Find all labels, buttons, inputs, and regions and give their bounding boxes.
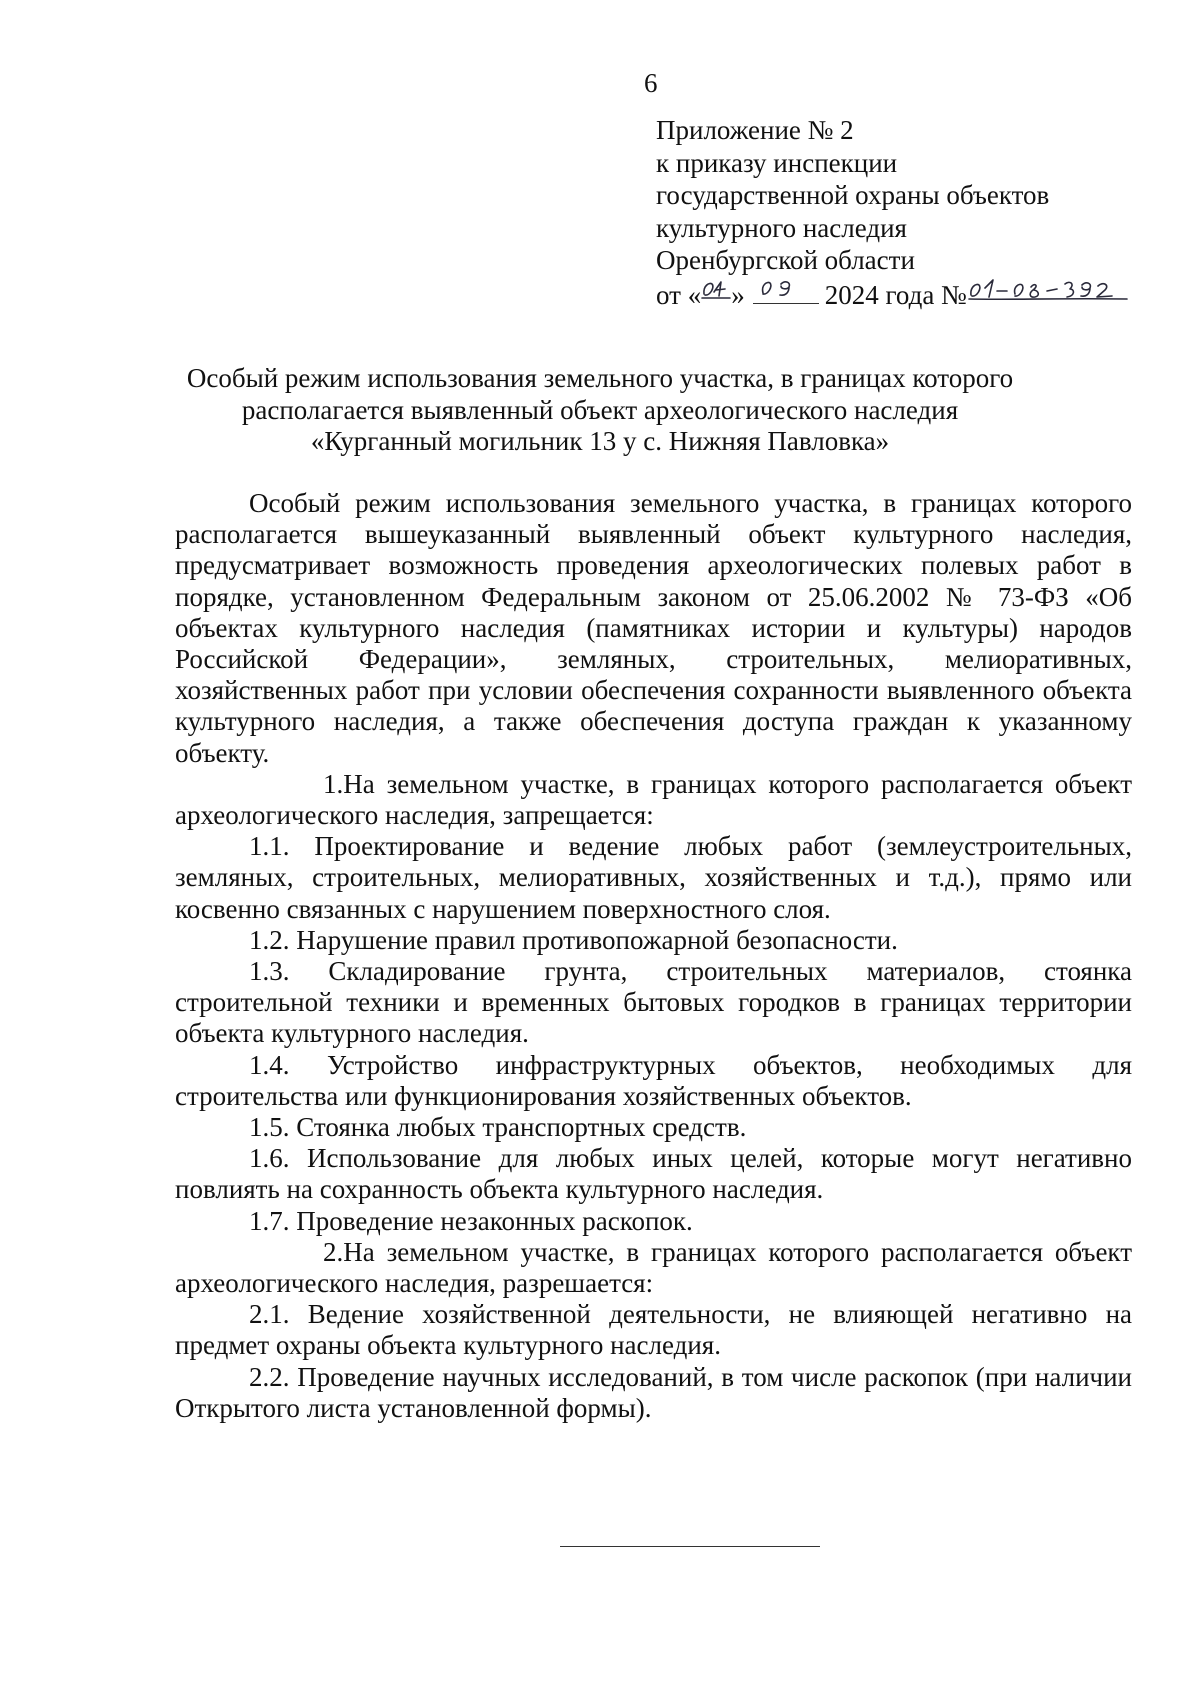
item-2-number: 2. [323, 1236, 344, 1267]
item-1-4: 1.4. Устройство инфраструктурных объектов, необходимых для строительства или функционирования хозяйственных объектов. [175, 1049, 1132, 1111]
item-1 [175, 769, 1132, 831]
handwritten-month [753, 277, 819, 304]
handwritten-order-number [967, 278, 1131, 304]
document-title [150, 363, 1050, 458]
item-1-5: 1.5. Стоянка любых транспортных средств. [249, 1112, 747, 1143]
item-1-text: На земельном участке, в границах которого располагается объект археологического наследия, запрещается: [175, 768, 1132, 831]
title-line: располагается выявленный объект археологического наследия [241, 394, 959, 425]
item-1-2: 1.2. Нарушение правил противопожарной безопасности. [249, 924, 898, 955]
appendix-line: культурного наследия [656, 212, 907, 243]
item-1-7: 1.7. Проведение незаконных раскопок. [249, 1205, 693, 1236]
appendix-line: Оренбургской области [656, 245, 915, 275]
appendix-line: к приказу инспекции [656, 147, 898, 178]
appendix-line: Приложение № 2 [656, 115, 854, 145]
intro-paragraph: Особый режим использования земельного участка, в границах которого располагается вышеуказанный выявленный объект культурного наследия, предусматривает возможность проведения археологических полевых работ в порядке, установленном Федеральным законом от 25.06.2002 № 73-ФЗ «Об объектах культурного наследия (памятниках истории и культуры) народов Российской Федерации», земляных, строительных, мелиоративных, хозяйственных работ при условии обеспечения сохранности выявленного объекта культурного наследия, а также обеспечения доступа граждан к указанному объекту. [175, 488, 1132, 768]
item-2-1: 2.1. Ведение хозяйственной деятельности, не влияющей негативно на предмет охраны объекта культурного наследия. [175, 1299, 1132, 1361]
document-body [175, 488, 1132, 1424]
handwritten-day [701, 278, 731, 304]
item-1-number: 1. [323, 768, 344, 799]
item-2-2: 2.2. Проведение научных исследований, в том числе раскопок (при наличии Открытого листа установленной формы). [175, 1361, 1132, 1423]
item-1-1: 1.1. Проектирование и ведение любых работ (землеустроительных, земляных, строительных, мелиоративных, хозяйственных и т.д.), прямо или косвенно связанных с нарушением поверхностного слоя. [175, 831, 1132, 924]
date-prefix: от « [656, 279, 702, 310]
title-line: «Курганный могильник 13 у с. Нижняя Павловка» [310, 426, 890, 456]
item-1-3: 1.3. Складирование грунта, строительных материалов, стоянка строительной техники и временных бытовых городков в границах территории объекта культурного наследия. [175, 956, 1132, 1049]
appendix-header [656, 114, 1131, 311]
item-1-6: 1.6. Использование для любых иных целей, которые могут негативно повлиять на сохранность объекта культурного наследия. [175, 1143, 1132, 1205]
title-line: Особый режим использования земельного участка, в границах которого [186, 363, 1014, 393]
end-separator-line [560, 1546, 820, 1547]
appendix-line: государственной охраны объектов [656, 180, 1050, 210]
order-date-line [656, 277, 1131, 312]
page-number: 6 [644, 68, 658, 98]
item-2-text: На земельном участке, в границах которого располагается объект археологического наследия, разрешается: [175, 1236, 1132, 1299]
item-2 [175, 1237, 1132, 1299]
date-quote-close: » [731, 279, 745, 310]
date-year-text: 2024 года № [824, 279, 967, 310]
